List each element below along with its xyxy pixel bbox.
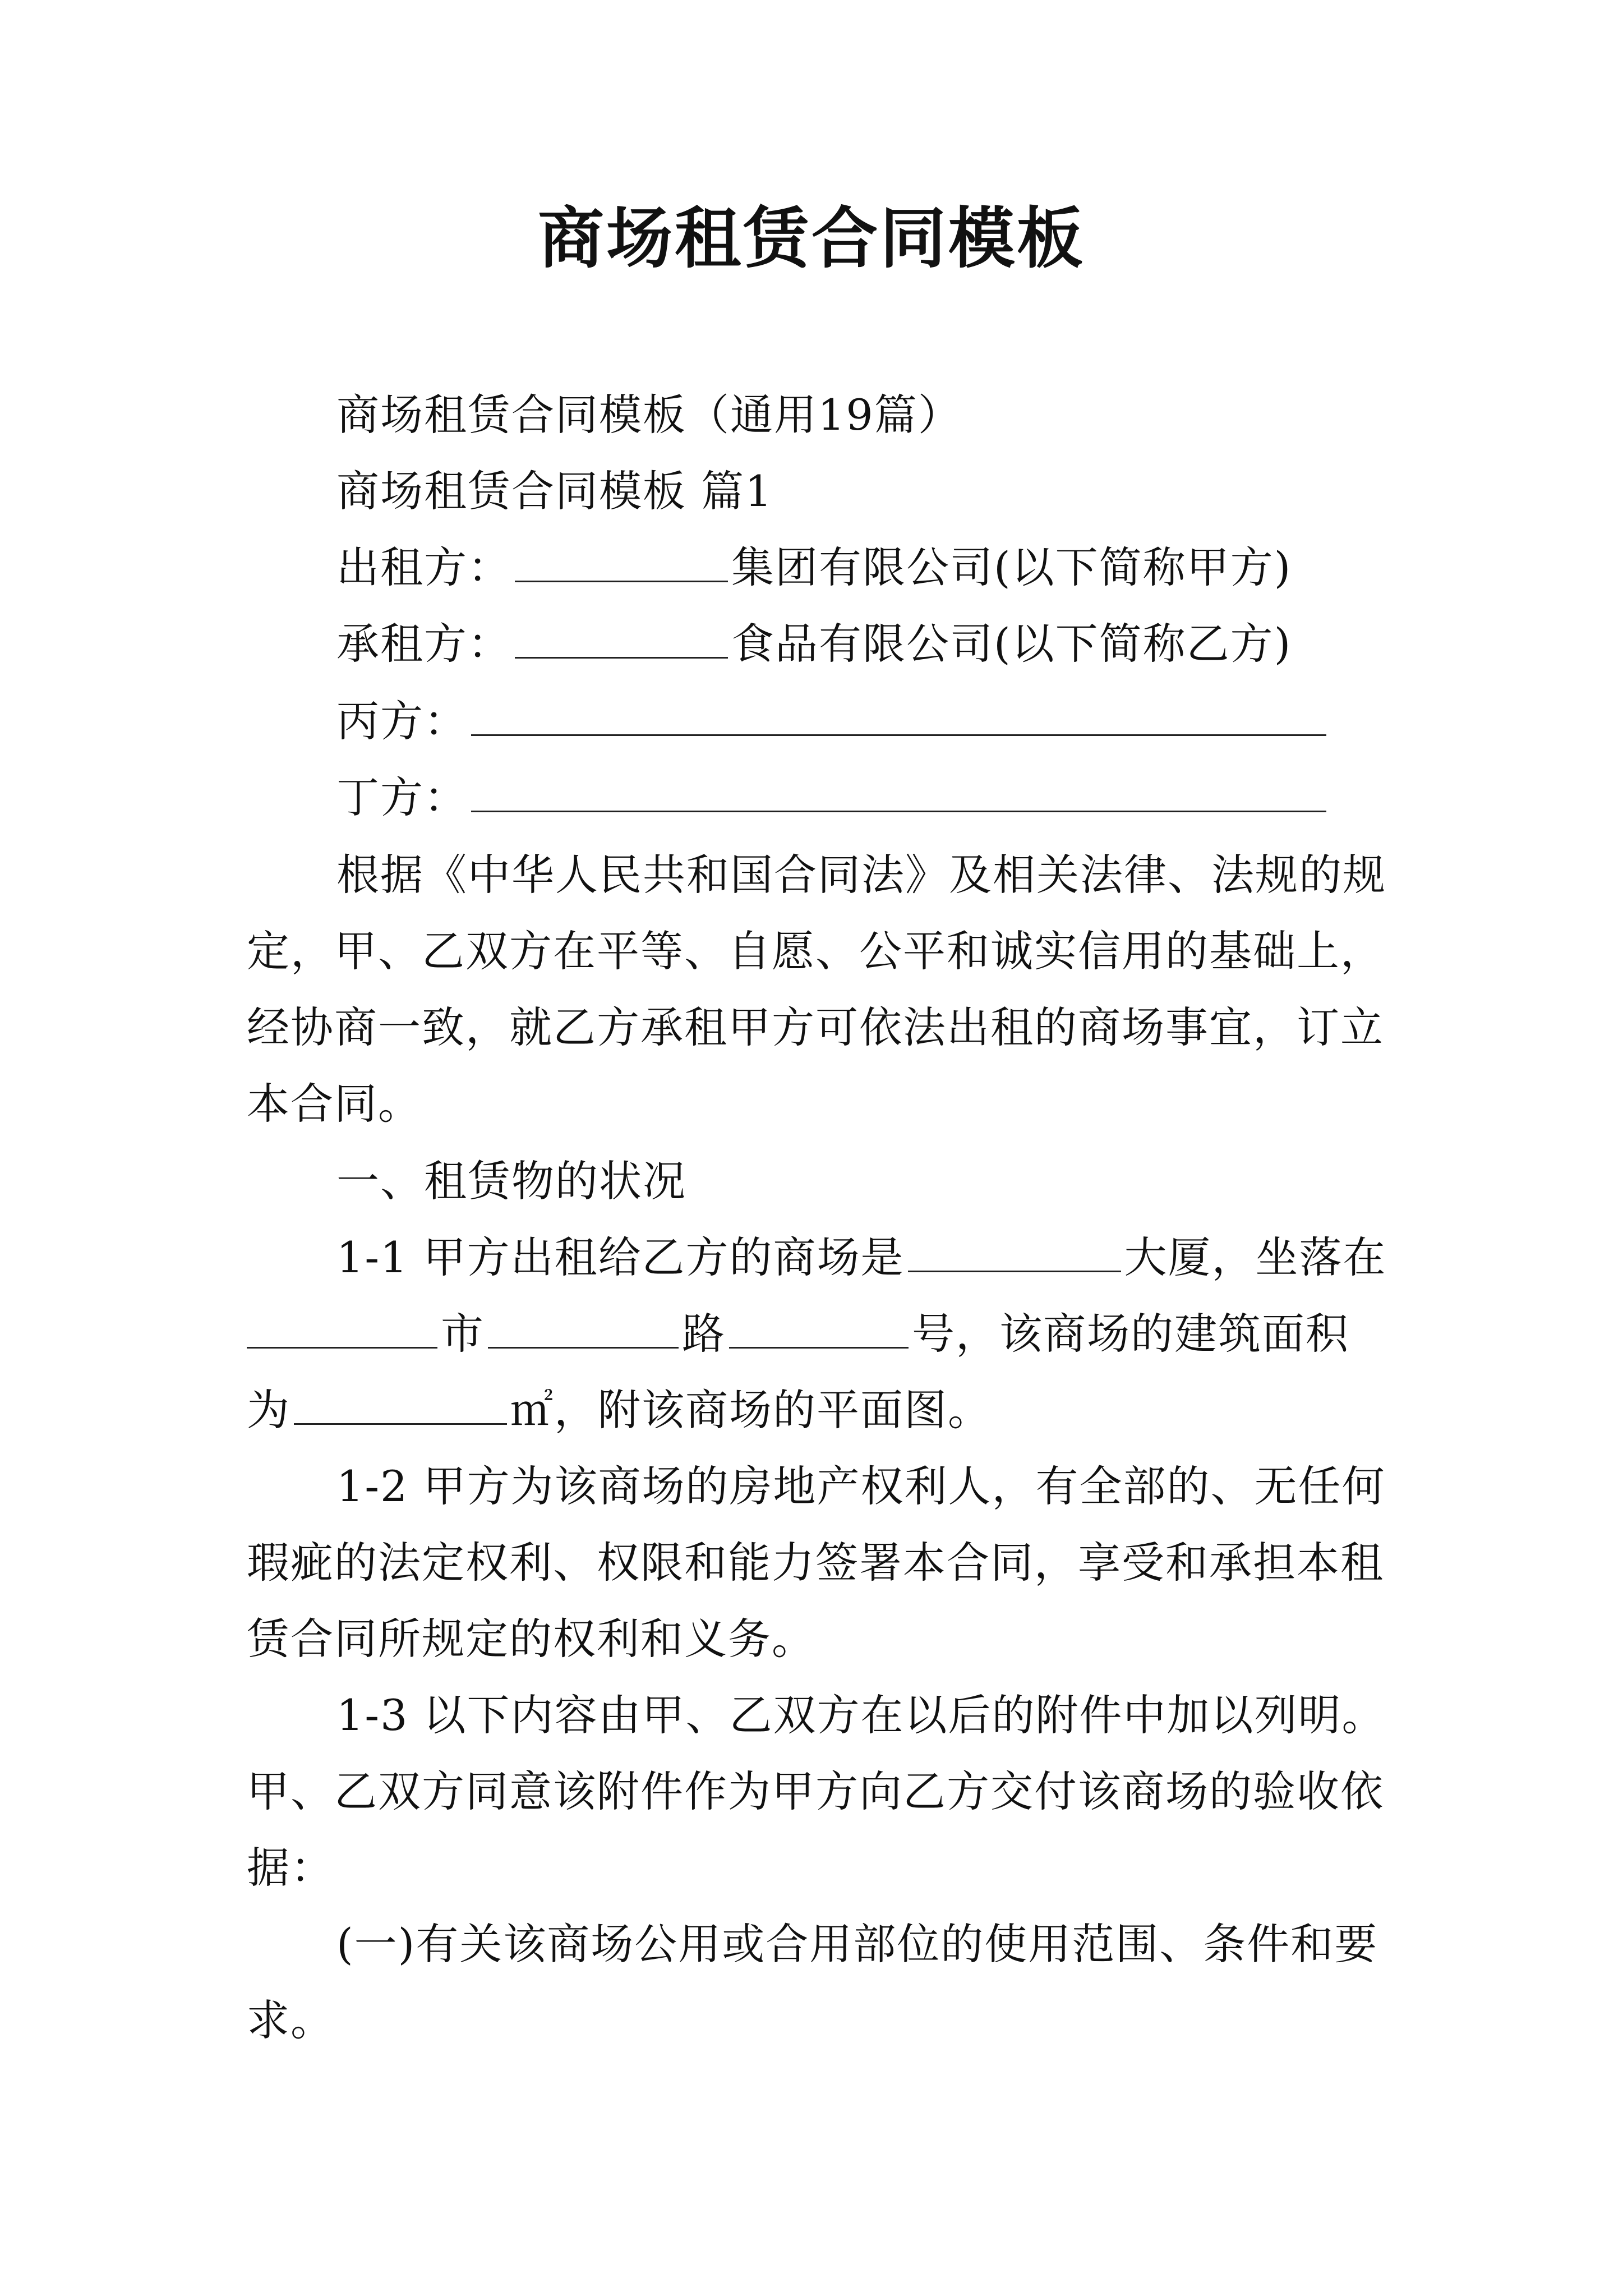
- clause-1-1-line-1: [336, 1230, 1486, 1286]
- clause-1-1-area-suffix: ㎡，附该商场的平面图。: [510, 1385, 992, 1435]
- clause-1-1-area-prefix: 为: [247, 1385, 291, 1435]
- clause-1-1-line-2: [247, 1306, 1396, 1362]
- document-subtitle: 商场租赁合同模板（通用19篇）: [336, 390, 962, 440]
- clause-1-1-line-3: [247, 1382, 1396, 1438]
- party-c-blank: [471, 695, 1326, 736]
- road-blank: [488, 1308, 679, 1349]
- clause-1-3-line-3: 据：: [247, 1843, 334, 1893]
- city-blank: [247, 1308, 437, 1349]
- party-c-line: [336, 693, 1486, 749]
- party-a-blank: [515, 541, 728, 582]
- party-b-blank: [515, 618, 728, 659]
- intro-line-3: 经协商一致，就乙方承租甲方可依法出租的商场事宜，订立: [247, 1002, 1384, 1052]
- party-c-label: 丙方：: [336, 696, 468, 746]
- document-title: 商场租赁合同模板: [537, 199, 1085, 277]
- party-b-line: [336, 616, 1486, 672]
- clause-1-1-road: 路: [682, 1309, 726, 1359]
- building-name-blank: [908, 1231, 1121, 1272]
- party-a-label: 出租方：: [336, 542, 511, 592]
- clause-1-2-line-2: 瑕疵的法定权利、权限和能力签署本合同，享受和承担本租: [247, 1538, 1384, 1588]
- party-d-blank: [471, 771, 1326, 812]
- party-b-suffix: 食品有限公司(以下简称乙方): [731, 619, 1292, 669]
- area-blank: [294, 1384, 507, 1425]
- party-a-line: [336, 540, 1486, 596]
- clause-1-1-text-a: 1-1 甲方出租给乙方的商场是: [336, 1232, 905, 1282]
- clause-1-1-number: 号，该商场的建筑面积: [912, 1309, 1349, 1359]
- party-d-label: 丁方：: [336, 772, 468, 822]
- clause-1-2-line-1: 1-2 甲方为该商场的房地产权利人，有全部的、无任何: [336, 1461, 1386, 1511]
- intro-line-1: 根据《中华人民共和国合同法》及相关法律、法规的规: [336, 850, 1386, 900]
- clause-1-3-line-1: 1-3 以下内容由甲、乙双方在以后的附件中加以列明。: [336, 1690, 1386, 1740]
- clause-1-1-city: 市: [441, 1309, 485, 1359]
- clause-1-3-line-2: 甲、乙双方同意该附件作为甲方向乙方交付该商场的验收依: [247, 1766, 1384, 1816]
- item-1-line-1: (一)有关该商场公用或合用部位的使用范围、条件和要: [336, 1919, 1378, 1969]
- section-heading: 商场租赁合同模板 篇1: [336, 466, 773, 516]
- item-1-line-2: 求。: [247, 1995, 334, 2045]
- clause-1-1-text-b: 大厦，坐落在: [1124, 1232, 1387, 1282]
- chapter-1-heading: 一、租赁物的状况: [336, 1156, 686, 1206]
- party-b-label: 承租方：: [336, 619, 511, 669]
- party-a-suffix: 集团有限公司(以下简称甲方): [731, 542, 1292, 592]
- clause-1-2-line-3: 赁合同所规定的权利和义务。: [247, 1614, 815, 1664]
- intro-line-4: 本合同。: [247, 1079, 422, 1129]
- party-d-line: [336, 770, 1486, 826]
- intro-line-2: 定，甲、乙双方在平等、自愿、公平和诚实信用的基础上，: [247, 926, 1384, 976]
- number-blank: [729, 1308, 909, 1349]
